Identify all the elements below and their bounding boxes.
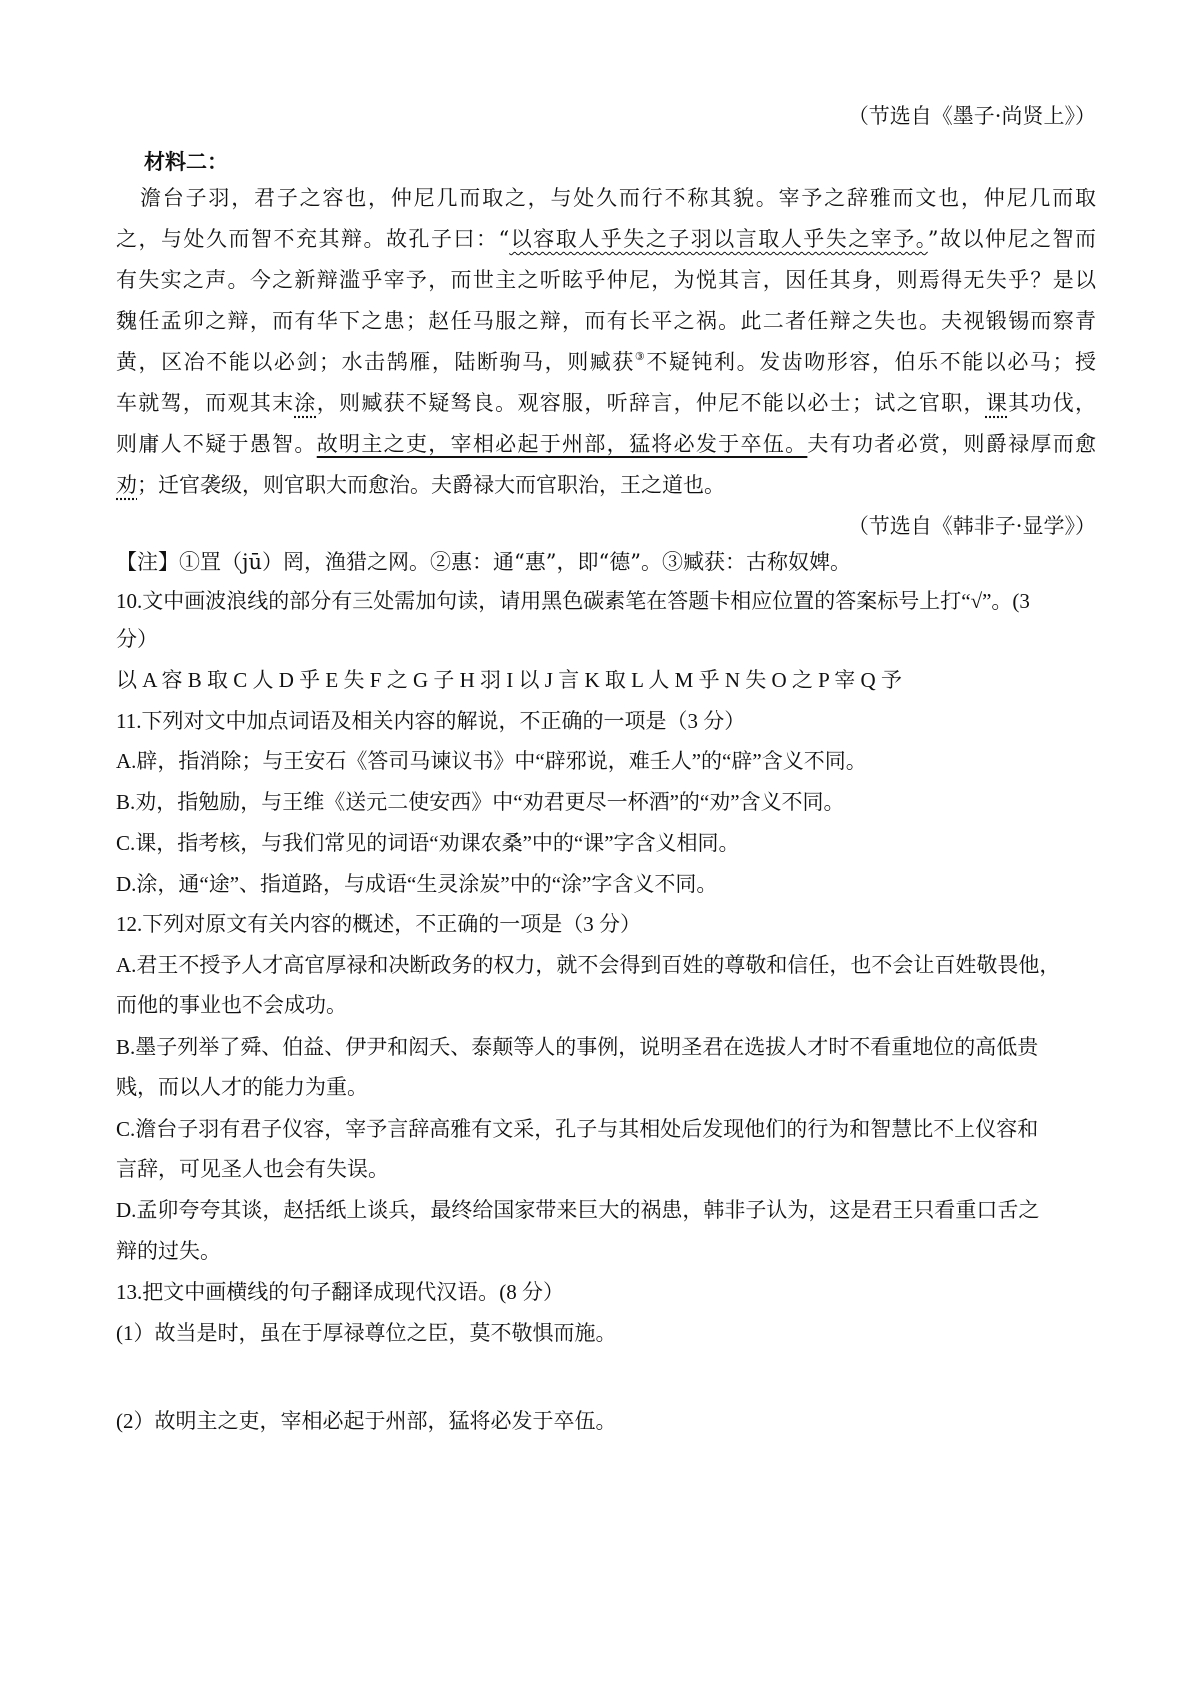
passage-text: 之，与处久而智不充其辩。故孔子曰：“ [116, 227, 510, 251]
source-citation-hanfeizi: （节选自《韩非子·显学》） [847, 514, 1096, 538]
question-13-sentence-1: (1）故当是时，虽在于厚禄尊位之臣，莫不敬惧而施。 [116, 1321, 617, 1345]
passage-line-1: 澹台子羽，君子之容也，仲尼几而取之，与处久而行不称其貌。宰予之辞雅而文也，仲尼几而取 [140, 186, 1096, 210]
passage-line-5 [116, 346, 1096, 378]
passage-line-8 [116, 469, 1096, 501]
question-12-option-b: B.墨子列举了舜、伯益、伊尹和闳夭、泰颠等人的事例，说明圣君在选拔人才时不看重地位的高低贵 [116, 1035, 1039, 1059]
passage-text: 不疑钝利。发齿吻形容，伯乐不能以必马；授 [646, 350, 1097, 374]
question-10-options: 以 A 容 B 取 C 人 D 乎 E 失 F 之 G 子 H 羽 I 以 J 言 K 取 L 人 M 乎 N 失 O 之 P 宰 Q 予 [116, 668, 902, 692]
dotted-word-quan: 劝 [116, 473, 137, 497]
question-12-option-c-cont: 言辞，可见圣人也会有失误。 [116, 1157, 389, 1181]
passage-text: ；迁官袭级，则官职大而愈治。夫爵禄大而官职治，王之道也。 [137, 473, 725, 497]
underlined-sentence: 故明主之吏，宰相必起于州部，猛将必发于卒伍。 [316, 432, 808, 456]
passage-text: ”故以仲尼之智而 [927, 227, 1097, 251]
dotted-word-tu: 涂 [294, 391, 317, 415]
question-11-stem: 11.下列对文中加点词语及相关内容的解说，不正确的一项是（3 分） [116, 709, 746, 733]
passage-line-6 [116, 387, 1096, 419]
passage-text: 其功伐， [1008, 391, 1097, 415]
question-10-stem: 10.文中画波浪线的部分有三处需加句读，请用黑色碳素笔在答题卡相应位置的答案标号上打“√”。(3 [116, 589, 1030, 613]
question-12-option-d-cont: 辩的过失。 [116, 1239, 221, 1263]
wavy-underlined-sentence: 以容取人乎失之子羽以言取人乎失之宰予。 [509, 227, 928, 251]
annotation-note: 【注】①罝（jū）罔，渔猎之网。②惠：通“惠”，即“德”。③臧获：古称奴婢。 [116, 550, 851, 574]
source-citation-mozi: （节选自《墨子·尚贤上》） [847, 104, 1096, 128]
dotted-word-ke: 课 [985, 391, 1009, 415]
question-11-option-c: C.课，指考核，与我们常见的词语“劝课农桑”中的“课”字含义相同。 [116, 831, 740, 855]
question-12-option-c: C.澹台子羽有君子仪容，宰予言辞高雅有文采，孔子与其相处后发现他们的行为和智慧比不上仪容和 [116, 1117, 1039, 1141]
question-12-option-a-cont: 而他的事业也不会成功。 [116, 993, 347, 1017]
question-13-sentence-2: (2）故明主之吏，宰相必起于州部，猛将必发于卒伍。 [116, 1409, 617, 1433]
question-11-option-a: A.辟，指消除；与王安石《答司马谏议书》中“辟邪说，难壬人”的“辟”含义不同。 [116, 749, 867, 773]
question-12-option-d: D.孟卯夸夸其谈，赵括纸上谈兵，最终给国家带来巨大的祸患，韩非子认为，这是君王只看重口舌之 [116, 1198, 1040, 1222]
passage-line-7 [116, 428, 1096, 460]
passage-line-3: 有失实之声。今之新辩滥乎宰予，而世主之听眩乎仲尼，为悦其言，因任其身，则焉得无失乎？是以 [116, 268, 1096, 292]
question-13-stem: 13.把文中画横线的句子翻译成现代汉语。(8 分） [116, 1280, 564, 1304]
footnote-marker: ③ [634, 350, 647, 363]
question-12-option-b-cont: 贱，而以人才的能力为重。 [116, 1075, 368, 1099]
passage-text: 黄，区冶不能以必剑；水击鹄雁，陆断驹马，则臧获 [116, 350, 635, 374]
passage-text: 夫有功者必赏，则爵禄厚而愈 [807, 432, 1097, 456]
passage-text: 则庸人不疑于愚智。 [116, 432, 317, 456]
question-11-option-b: B.劝，指勉励，与王维《送元二使安西》中“劝君更尽一杯酒”的“劝”含义不同。 [116, 790, 845, 814]
question-12-option-a: A.君王不授予人才高官厚禄和决断政务的权力，就不会得到百姓的尊敬和信任，也不会让百姓敬畏他， [116, 953, 1061, 977]
question-10-stem-cont: 分） [116, 627, 158, 651]
question-12-stem: 12.下列对原文有关内容的概述，不正确的一项是（3 分） [116, 912, 641, 936]
material-2-heading: 材料二： [144, 150, 228, 174]
passage-line-4: 魏任孟卯之辩，而有华下之患；赵任马服之辩，而有长平之祸。此二者任辩之失也。夫视锻锡而察青 [116, 309, 1096, 333]
passage-text: ，则臧获不疑驽良。观容服，听辞言，仲尼不能以必士；试之官职， [316, 391, 986, 415]
passage-line-2 [116, 223, 1096, 255]
passage-text: 车就驾，而观其末 [116, 391, 295, 415]
question-11-option-d: D.涂，通“途”、指道路，与成语“生灵涂炭”中的“涂”字含义不同。 [116, 872, 718, 896]
